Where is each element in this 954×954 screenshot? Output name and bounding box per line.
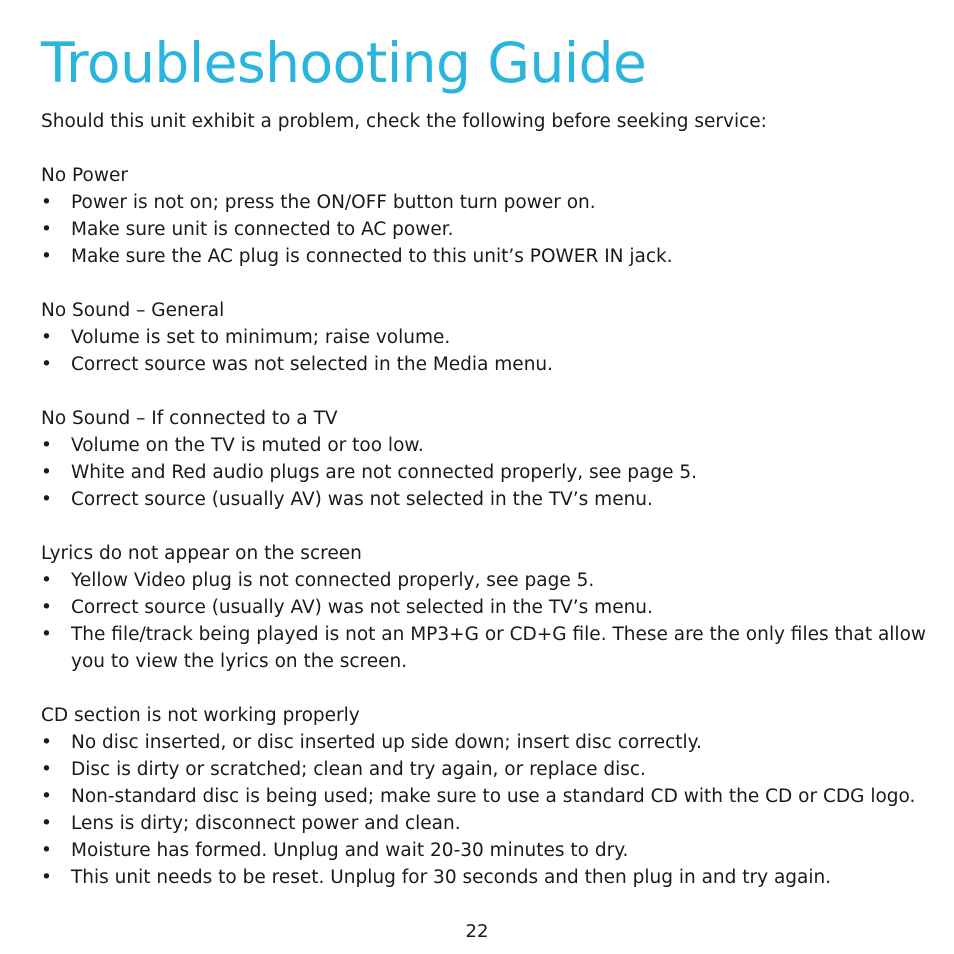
bullet-icon: • — [41, 570, 52, 591]
bullet-list — [41, 567, 931, 675]
bullet-icon: • — [41, 327, 52, 348]
page-title: Troubleshooting Guide — [41, 31, 647, 95]
bullet-icon: • — [41, 192, 52, 213]
bullet-icon: • — [41, 759, 52, 780]
bullet-list — [41, 729, 931, 891]
bullet-icon: • — [41, 597, 52, 618]
list-item — [41, 243, 931, 270]
bullet-icon: • — [41, 732, 52, 753]
list-item — [41, 216, 931, 243]
list-item-text: White and Red audio plugs are not connected properly, see page 5. — [71, 462, 697, 483]
bullet-icon: • — [41, 840, 52, 861]
bullet-list — [41, 432, 931, 513]
list-item — [41, 837, 931, 864]
troubleshooting-page — [41, 28, 931, 891]
section-heading: CD section is not working properly — [41, 705, 360, 726]
list-item — [41, 324, 931, 351]
list-item — [41, 459, 931, 486]
sections-container — [41, 162, 931, 891]
list-item-text: Correct source (usually AV) was not selected in the TV’s menu. — [71, 489, 653, 510]
list-item — [41, 351, 931, 378]
bullet-icon: • — [41, 624, 52, 645]
list-item-text: Disc is dirty or scratched; clean and try again, or replace disc. — [71, 759, 646, 780]
list-item-text: Volume on the TV is muted or too low. — [71, 435, 424, 456]
bullet-icon: • — [41, 813, 52, 834]
list-item-text: Make sure unit is connected to AC power. — [71, 219, 454, 240]
page-number: 22 — [465, 921, 489, 942]
bullet-icon: • — [41, 867, 52, 888]
list-item — [41, 594, 931, 621]
list-item-text: Correct source (usually AV) was not selected in the TV’s menu. — [71, 597, 653, 618]
list-item — [41, 432, 931, 459]
list-item-text: No disc inserted, or disc inserted up side down; insert disc correctly. — [71, 732, 702, 753]
list-item-text: The file/track being played is not an MP3+G or CD+G file. These are the only files that allow you to view the lyrics on the screen. — [71, 624, 927, 672]
troubleshooting-section — [41, 702, 931, 891]
list-item — [41, 864, 931, 891]
list-item-text: Moisture has formed. Unplug and wait 20-30 minutes to dry. — [71, 840, 629, 861]
section-heading: No Sound – General — [41, 300, 225, 321]
list-item-text: Power is not on; press the ON/OFF button turn power on. — [71, 192, 596, 213]
list-item-text: Volume is set to minimum; raise volume. — [71, 327, 451, 348]
bullet-icon: • — [41, 246, 52, 267]
bullet-icon: • — [41, 489, 52, 510]
list-item-text: Make sure the AC plug is connected to this unit’s POWER IN jack. — [71, 246, 673, 267]
troubleshooting-section — [41, 162, 931, 270]
troubleshooting-section — [41, 540, 931, 675]
intro-text: Should this unit exhibit a problem, check the following before seeking service: — [41, 111, 767, 132]
list-item — [41, 621, 931, 675]
list-item — [41, 783, 931, 810]
list-item-text: Non-standard disc is being used; make sure to use a standard CD with the CD or CDG logo. — [71, 786, 916, 807]
section-heading: No Sound – If connected to a TV — [41, 408, 338, 429]
bullet-icon: • — [41, 219, 52, 240]
bullet-icon: • — [41, 354, 52, 375]
bullet-icon: • — [41, 435, 52, 456]
list-item-text: This unit needs to be reset. Unplug for 30 seconds and then plug in and try again. — [71, 867, 832, 888]
list-item-text: Correct source was not selected in the Media menu. — [71, 354, 554, 375]
section-heading: No Power — [41, 165, 128, 186]
list-item — [41, 486, 931, 513]
list-item — [41, 189, 931, 216]
bullet-icon: • — [41, 462, 52, 483]
list-item — [41, 729, 931, 756]
troubleshooting-section — [41, 297, 931, 378]
list-item-text: Lens is dirty; disconnect power and clean. — [71, 813, 461, 834]
bullet-list — [41, 324, 931, 378]
list-item-text: Yellow Video plug is not connected properly, see page 5. — [71, 570, 595, 591]
bullet-list — [41, 189, 931, 270]
list-item — [41, 756, 931, 783]
troubleshooting-section — [41, 405, 931, 513]
list-item — [41, 567, 931, 594]
bullet-icon: • — [41, 786, 52, 807]
list-item — [41, 810, 931, 837]
section-heading: Lyrics do not appear on the screen — [41, 543, 362, 564]
